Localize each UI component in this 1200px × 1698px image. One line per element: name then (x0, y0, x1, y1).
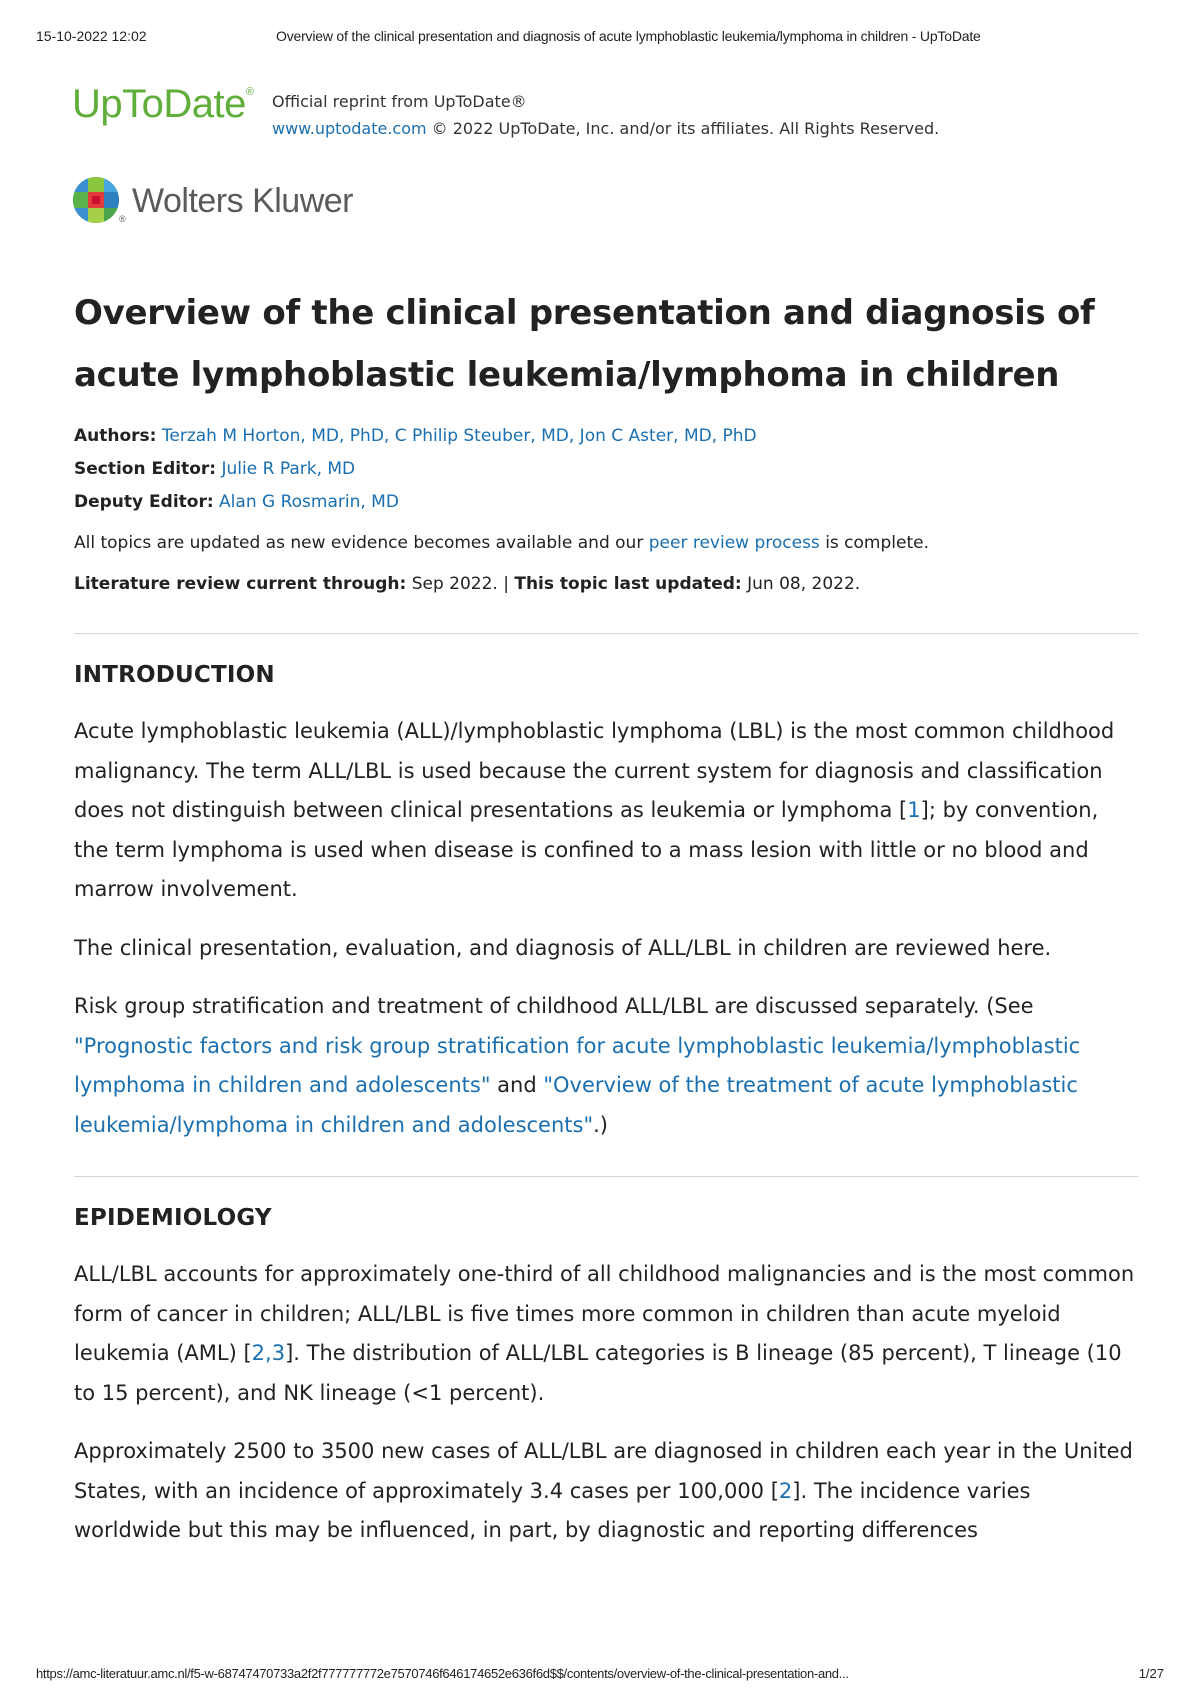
introduction-paragraph: The clinical presentation, evaluation, and diagnosis of ALL/LBL in children are reviewed here. (74, 935, 1052, 960)
epidemiology-paragraph (74, 1255, 1138, 1413)
epidemiology-heading: EPIDEMIOLOGY (74, 1205, 272, 1231)
introduction-paragraph (74, 987, 1138, 1145)
copyright-text: © 2022 UpToDate, Inc. and/or its affiliates. All Rights Reserved. (426, 119, 940, 138)
reference-link[interactable]: 1 (907, 798, 921, 822)
reprint-notice (272, 88, 939, 142)
wolters-kluwer-emblem-icon (72, 176, 128, 228)
reference-link[interactable]: 2 (778, 1478, 793, 1503)
deputy-editor-link[interactable]: Alan G Rosmarin, MD (219, 492, 399, 512)
reference-link[interactable]: 2,3 (251, 1341, 286, 1365)
lit-review-date: Sep 2022. | (406, 574, 515, 594)
page-number: 1/27 (1138, 1666, 1164, 1681)
section-editor-link[interactable]: Julie R Park, MD (221, 459, 356, 479)
last-updated-label: This topic last updated: (514, 574, 742, 594)
authors-label: Authors: (74, 426, 157, 446)
section-divider (74, 633, 1138, 634)
wolters-kluwer-logo (72, 176, 392, 228)
uptodate-logo-mark: ® (245, 86, 254, 98)
section-divider (74, 1176, 1138, 1177)
lit-review-label: Literature review current through: (74, 574, 407, 594)
topic-link-prognostic-factors[interactable]: "Prognostic factors and risk group stratification for acute lymphoblastic leukemia/lymphoblastic lymphoma in children and adolescents" (74, 1033, 1081, 1097)
brand-row (72, 82, 1132, 142)
introduction-p3-and: and (490, 1073, 544, 1097)
wolters-kluwer-mark: ® (119, 214, 126, 224)
update-note-end: is complete. (819, 533, 929, 553)
print-doc-title: Overview of the clinical presentation and diagnosis of acute lymphoblastic leukemia/lymphoma in children - UpToDate (276, 28, 981, 44)
topic-link-treatment-overview[interactable]: "Overview of the treatment of acute lymphoblastic leukemia/lymphoma in children and adolescents" (74, 1073, 1078, 1137)
epidemiology-p2-text: Approximately 2500 to 3500 new cases of ALL/LBL are diagnosed in children each year in the United States, with an incidence of approximately 3.4 cases per 100,000 [ (74, 1439, 1133, 1503)
authors-link[interactable]: Terzah M Horton, MD, PhD, C Philip Steuber, MD, Jon C Aster, MD, PhD (161, 426, 757, 446)
print-date: 15-10-2022 12:02 (36, 28, 147, 44)
introduction-p1-text-end: ]; by convention, the term lymphoma is used when disease is confined to a mass lesion with little or no blood and marrow involvement. (74, 798, 1099, 901)
peer-review-link[interactable]: peer review process (648, 533, 820, 553)
introduction-p1-text: Acute lymphoblastic leukemia (ALL)/lymphoblastic lymphoma (LBL) is the most common childhood malignancy. The term ALL/LBL is used because the current system for diagnosis and classification does not distinguish between clinical presentations as leukemia or lymphoma [ (74, 719, 1115, 822)
authors-row (74, 420, 1138, 453)
epidemiology-p1-text-end: ]. The distribution of ALL/LBL categories is B lineage (85 percent), T lineage (10 to 15 percent), and NK lineage (<1 percent). (74, 1341, 1122, 1405)
update-note (74, 527, 1138, 560)
introduction-paragraph (74, 712, 1138, 910)
reprint-line: Official reprint from UpToDate® (272, 92, 527, 111)
introduction-p3-text: Risk group stratification and treatment of childhood ALL/LBL are discussed separately. (See (74, 994, 1034, 1018)
article-title: Overview of the clinical presentation and diagnosis of acute lymphoblastic leukemia/lymphoma in children (74, 293, 1095, 395)
last-updated-date: Jun 08, 2022. (741, 574, 861, 594)
copyright-line (272, 115, 939, 142)
article-meta (74, 420, 1138, 601)
introduction-heading: INTRODUCTION (74, 662, 275, 688)
print-url: https://amc-literatuur.amc.nl/f5-w-68747470733a2f2f777777772e7570746f646174652e636f6d$$/contents/overview-of-the-clinical-presentation-and... (36, 1666, 849, 1681)
epidemiology-paragraph (74, 1432, 1138, 1551)
wolters-kluwer-name: Wolters Kluwer (132, 182, 353, 220)
epidemiology-p1-text: ALL/LBL accounts for approximately one-third of all childhood malignancies and is the most common form of cancer in children; ALL/LBL is five times more common in children than acute myeloid leukemia (AML) [ (74, 1262, 1135, 1365)
introduction-p3-end: .) (593, 1112, 608, 1137)
article-content (74, 282, 1138, 1551)
uptodate-logo (72, 82, 253, 127)
section-editor-row (74, 453, 1138, 486)
review-dates (74, 568, 1138, 601)
epidemiology-p2-text-end: ]. The incidence varies worldwide but this may be influenced, in part, by diagnostic and reporting differences (74, 1478, 1031, 1542)
deputy-editor-row (74, 486, 1138, 519)
update-note-text: All topics are updated as new evidence becomes available and our (74, 533, 649, 553)
uptodate-site-link[interactable]: www.uptodate.com (272, 119, 427, 138)
section-editor-label: Section Editor: (74, 459, 217, 479)
uptodate-logo-text: UpToDate (72, 82, 246, 126)
deputy-editor-label: Deputy Editor: (74, 492, 214, 512)
